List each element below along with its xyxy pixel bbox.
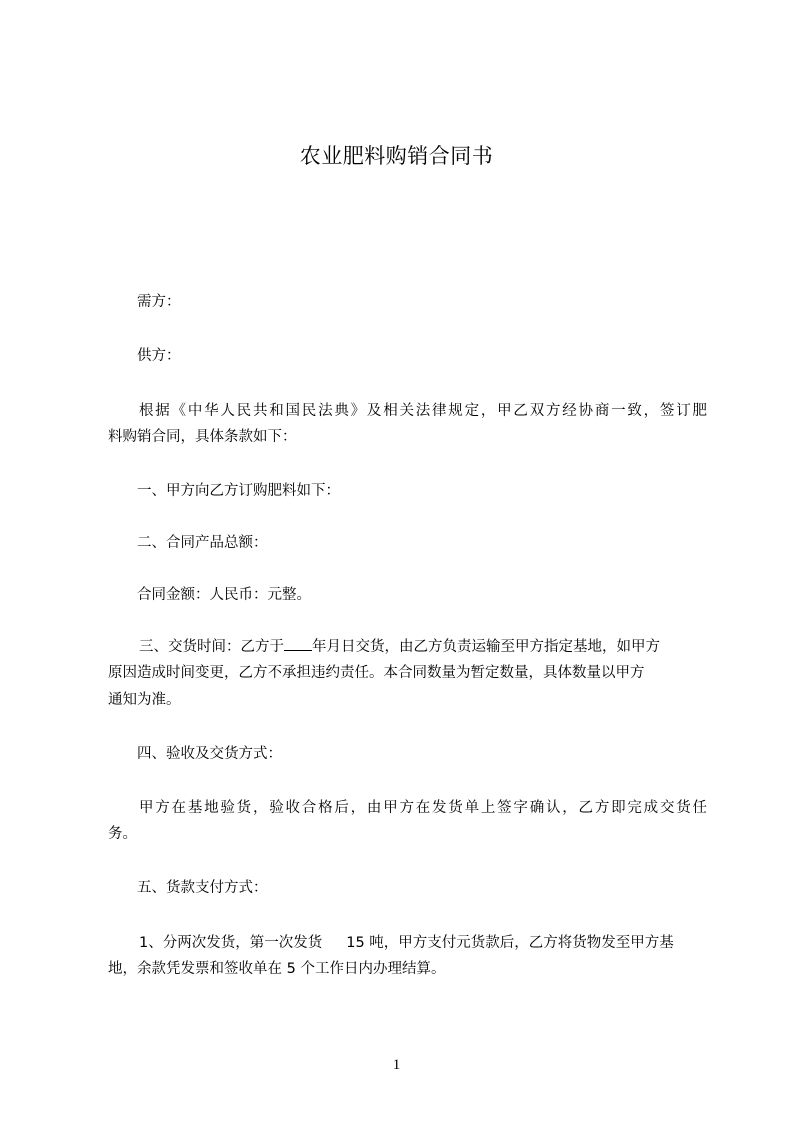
section-3-line-3: 通知为准。 [108,692,181,708]
section-5-item-1-end: 15 吨，甲方支付元货款后，乙方将货物发至甲方基 [346,935,674,951]
section-1-heading: 一、甲方向乙方订购肥料如下： [137,483,340,499]
section-3-line-1-start: 三、交货时间：乙方于 [139,639,284,655]
section-5-item-1-start: 1、分两次发货，第一次发货 [139,935,323,951]
section-4-body-line-1: 甲方在基地验货，验收合格后，由甲方在发货单上签字确认，乙方即完成交货任 [139,800,707,816]
document-title: 农业肥料购销合同书 [299,144,494,168]
section-5-item-1-line-2: 地，余款凭发票和签收单在 5 个工作日内办理结算。 [108,961,446,977]
date-blank [284,636,312,651]
contract-amount: 合同金额：人民币：元整。 [137,587,311,603]
supplier-label: 供方： [137,348,181,364]
preamble-line-2: 料购销合同，具体条款如下： [108,429,297,445]
section-4-heading: 四、验收及交货方式： [137,746,282,762]
page-number: 1 [392,1057,401,1073]
preamble-line-1: 根据《中华人民共和国民法典》及相关法律规定，甲乙双方经协商一致，签订肥 [139,403,707,419]
section-4-body-line-2: 务。 [108,826,137,842]
section-2-heading: 二、合同产品总额： [137,535,268,551]
section-5-item-1-line-1 [139,933,674,953]
section-3-line-1 [139,636,660,657]
section-3-line-1-end: 年月日交货，由乙方负责运输至甲方指定基地，如甲方 [312,639,660,655]
section-5-heading: 五、货款支付方式： [137,880,268,896]
buyer-label: 需方： [137,294,181,310]
section-3-line-2: 原因造成时间变更，乙方不承担违约责任。本合同数量为暂定数量，具体数量以甲方 [108,665,645,681]
